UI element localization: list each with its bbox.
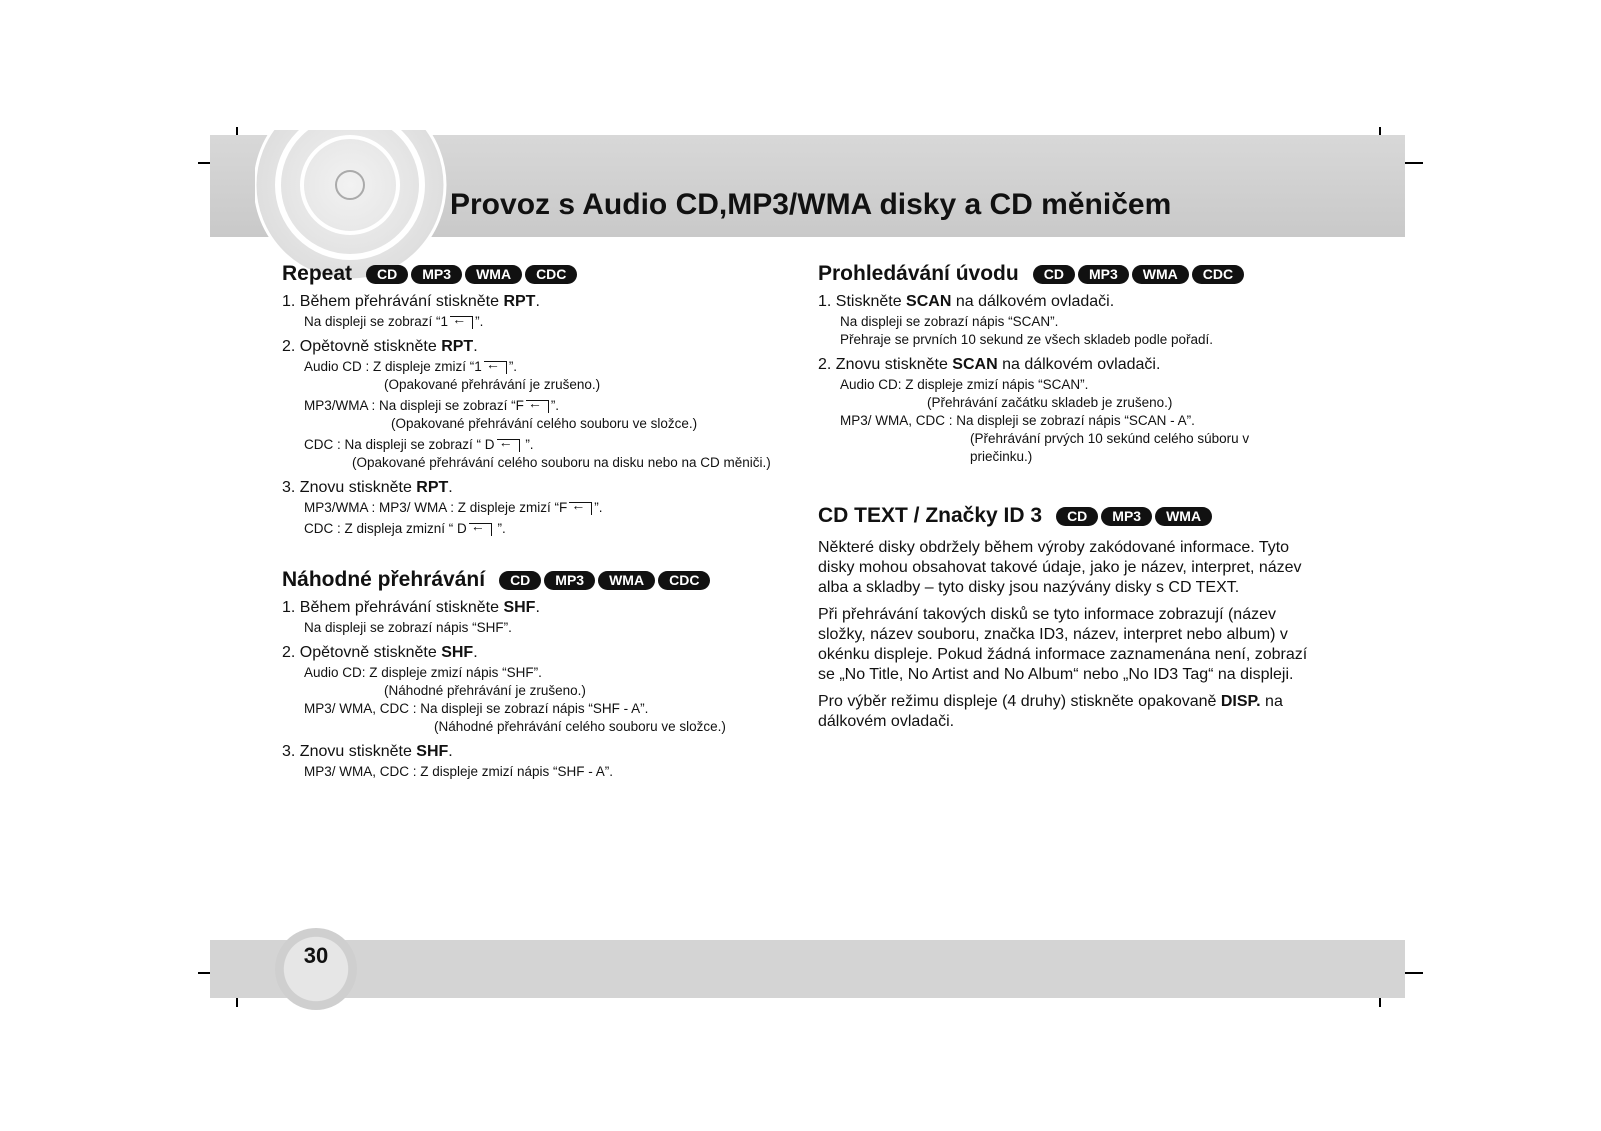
step-note: (Opakované přehrávání celého souboru na disku nebo na CD měniči.) bbox=[352, 455, 771, 470]
step-note: Na displeji se zobrazí nápis “SHF”. bbox=[304, 620, 512, 635]
step-note: MP3/WMA : MP3/ WMA : Z displeje zmizí “F← ”. bbox=[282, 499, 802, 517]
step-3: 3. Znovu stiskněte SHF. bbox=[282, 743, 453, 760]
badge-group bbox=[366, 265, 577, 284]
page-title: Provoz s Audio CD,MP3/WMA disky a CD měničem bbox=[450, 188, 1172, 221]
page-number: 30 bbox=[303, 943, 329, 968]
badge-cd: CD bbox=[366, 265, 408, 284]
step-note: (Opakované přehrávání je zrušeno.) bbox=[384, 377, 601, 392]
step-note: MP3/ WMA, CDC : Na displeji se zobrazí nápis “SHF - A”. bbox=[304, 701, 649, 716]
section-heading-cd-text bbox=[818, 504, 1338, 528]
footer-band bbox=[210, 940, 1405, 998]
step-1: 1. Během přehrávání stiskněte SHF. bbox=[282, 599, 540, 616]
heading-text: Repeat bbox=[282, 262, 353, 285]
left-column bbox=[282, 262, 802, 781]
step-note: (Opakované přehrávání celého souboru ve složce.) bbox=[391, 416, 698, 431]
badge-cd: CD bbox=[499, 571, 541, 590]
badge-mp3: MP3 bbox=[1078, 265, 1129, 284]
step-1: 1. Stiskněte SCAN na dálkovém ovladači. bbox=[818, 293, 1115, 310]
badge-wma: WMA bbox=[465, 265, 522, 284]
step-note: MP3/ WMA, CDC : Na displeji se zobrazí nápis “SCAN - A”. bbox=[840, 413, 1195, 428]
badge-cdc: CDC bbox=[525, 265, 577, 284]
step-1: 1. Během přehrávání stiskněte RPT. bbox=[282, 293, 540, 310]
step-note: CDC : Z displeja zmizní “ D← ”. bbox=[282, 520, 802, 538]
repeat-icon bbox=[484, 361, 507, 374]
step-note: MP3/ WMA, CDC : Z displeje zmizí nápis “SHF - A”. bbox=[304, 764, 614, 779]
badge-cdc: CDC bbox=[1192, 265, 1244, 284]
step-note: Audio CD: Z displeje zmizí nápis “SCAN”. bbox=[840, 377, 1089, 392]
badge-cd: CD bbox=[1056, 507, 1098, 526]
paragraph: Při přehrávání takových disků se tyto informace zobrazují (název složky, název souboru, značka ID3, název, interpret nebo album) v okénku displeje. Pokud žádná informace zaznamenána není, zobrazí se „No Title, No Artist and No Album“ nebo „No ID3 Tag“ na displeji. bbox=[818, 606, 1308, 683]
step-note: (Přehrávání začátku skladeb je zrušeno.) bbox=[927, 395, 1173, 410]
badge-wma: WMA bbox=[1132, 265, 1189, 284]
repeat-icon bbox=[469, 523, 492, 536]
right-column bbox=[818, 262, 1338, 732]
step-note: (Náhodné přehrávání je zrušeno.) bbox=[384, 683, 586, 698]
badge-mp3: MP3 bbox=[544, 571, 595, 590]
badge-group bbox=[499, 571, 710, 590]
step-2: 2. Opětovně stiskněte RPT. bbox=[282, 338, 478, 355]
step-note: Na displeji se zobrazí “1← ”. bbox=[282, 313, 802, 331]
step-note: Přehraje se prvních 10 sekund ze všech skladeb podle pořadí. bbox=[840, 332, 1213, 347]
step-note: Audio CD: Z displeje zmizí nápis “SHF”. bbox=[304, 665, 542, 680]
heading-text: CD TEXT / Značky ID 3 bbox=[818, 504, 1043, 527]
step-2: 2. Znovu stiskněte SCAN na dálkovém ovladači. bbox=[818, 356, 1161, 373]
paragraph: Některé disky obdržely během výroby zakódované informace. Tyto disky mohou obsahovat takové údaje, jako je název, interpret, název alba a skladby – tyto disky jsou nazývány disky s CD TEXT. bbox=[818, 539, 1302, 596]
step-3: 3. Znovu stiskněte RPT. bbox=[282, 479, 453, 496]
heading-text: Prohledávání úvodu bbox=[818, 262, 1019, 285]
paragraph: Pro výběr režimu displeje (4 druhy) stiskněte opakovaně DISP. na dálkovém ovladači. bbox=[818, 693, 1283, 730]
repeat-icon bbox=[450, 316, 473, 329]
repeat-icon bbox=[569, 502, 592, 515]
section-heading-repeat bbox=[282, 262, 802, 286]
section-heading-scan bbox=[818, 262, 1338, 286]
heading-text: Náhodné přehrávání bbox=[282, 568, 486, 591]
badge-mp3: MP3 bbox=[411, 265, 462, 284]
badge-wma: WMA bbox=[1155, 507, 1212, 526]
badge-group bbox=[1056, 507, 1212, 526]
badge-cd: CD bbox=[1033, 265, 1075, 284]
section-heading-shuffle bbox=[282, 568, 802, 592]
step-note: MP3/WMA : Na displeji se zobrazí “F← ”. bbox=[282, 397, 802, 415]
repeat-icon bbox=[526, 400, 549, 413]
badge-wma: WMA bbox=[598, 571, 655, 590]
step-note: (Přehrávání prvých 10 sekúnd celého súboru v priečinku.) bbox=[970, 431, 1250, 464]
page-number-disc bbox=[275, 928, 357, 1010]
badge-cdc: CDC bbox=[658, 571, 710, 590]
badge-group bbox=[1033, 265, 1244, 284]
step-2: 2. Opětovně stiskněte SHF. bbox=[282, 644, 478, 661]
badge-mp3: MP3 bbox=[1101, 507, 1152, 526]
step-note: Na displeji se zobrazí nápis “SCAN”. bbox=[840, 314, 1059, 329]
repeat-icon bbox=[497, 439, 520, 452]
step-note: Audio CD : Z displeje zmizí “1← ”. bbox=[282, 358, 802, 376]
step-note: CDC : Na displeji se zobrazí “ D← ”. bbox=[282, 436, 802, 454]
step-note: (Náhodné přehrávání celého souboru ve složce.) bbox=[434, 719, 726, 734]
